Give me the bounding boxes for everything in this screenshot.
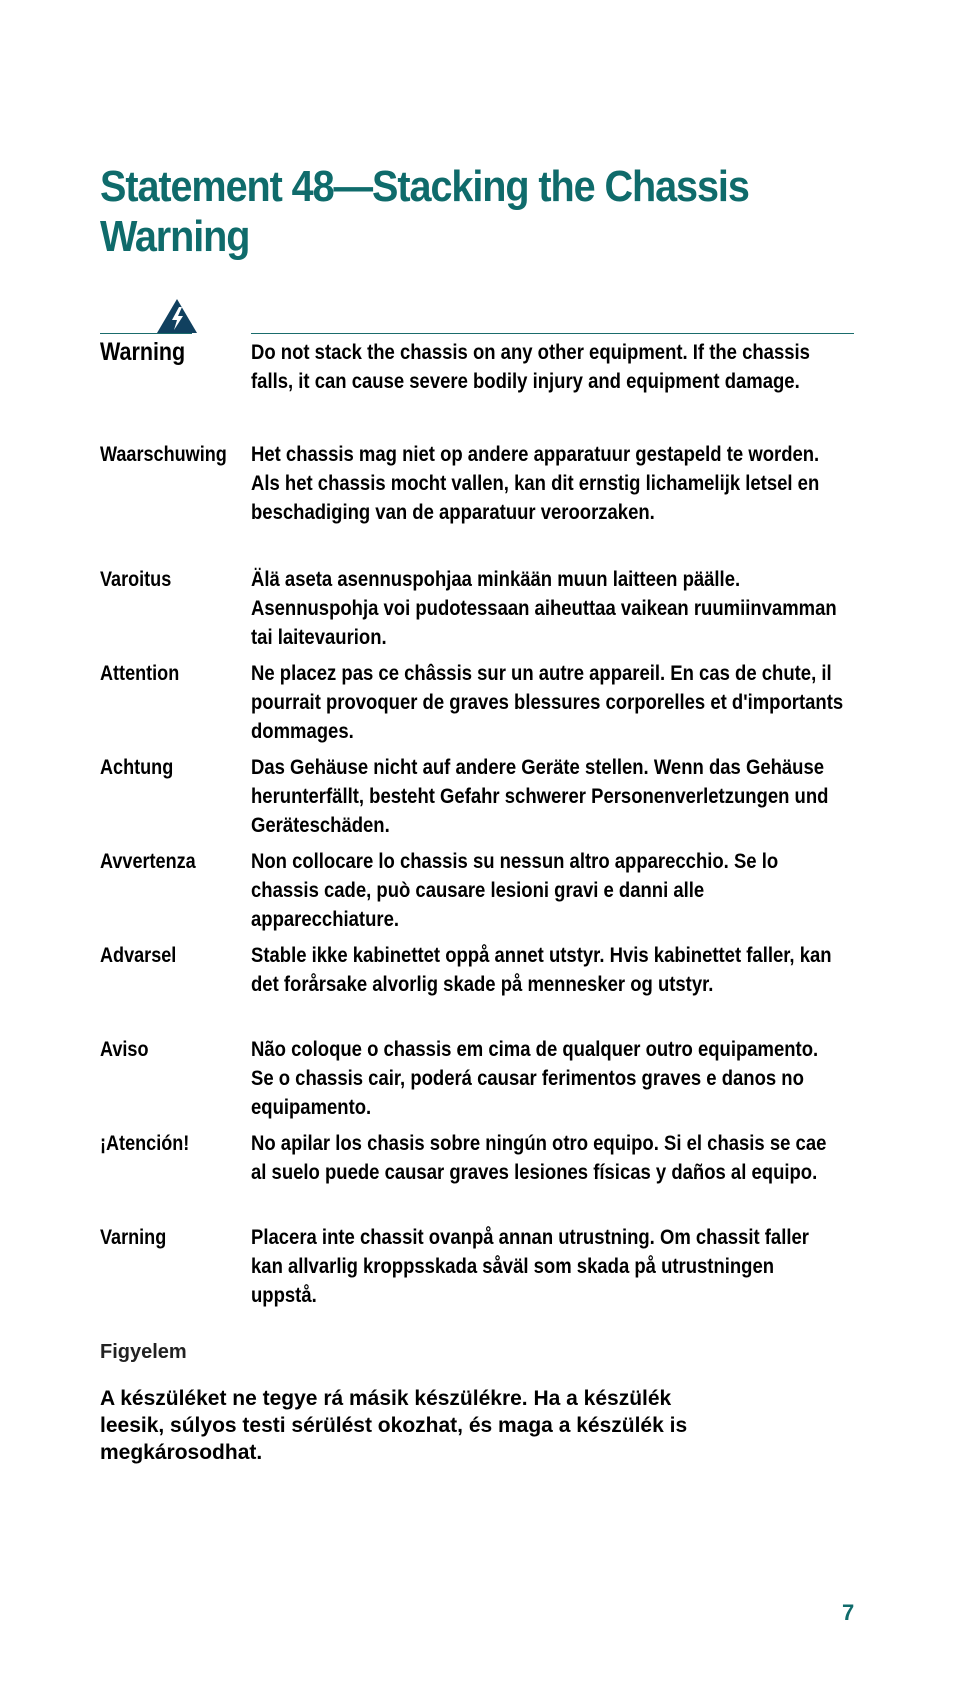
- entry-text: Non collocare lo chassis su nessun altro apparecchio. Se lo chassis cade, può causare lesioni gravi e danni alle apparecchiature.: [251, 849, 779, 931]
- entry-label: Aviso: [100, 1038, 149, 1061]
- hungarian-label: Figyelem: [100, 1341, 187, 1363]
- page-title: Statement 48—Stacking the Chassis Warning: [100, 162, 749, 261]
- entry-text: Älä aseta asennuspohjaa minkään muun laitteen päälle. Asennuspohja voi pudotessaan aiheuttaa vaikean ruumiinvamman tai laitevaurion.: [251, 567, 837, 649]
- entry-label: Varoitus: [100, 568, 172, 591]
- entry-text: Das Gehäuse nicht auf andere Geräte stellen. Wenn das Gehäuse herunterfällt, besteht Gefahr schwerer Personenverletzungen und Geräteschäden.: [251, 755, 829, 837]
- entry-text: Ne placez pas ce châssis sur un autre appareil. En cas de chute, il pourrait provoquer de graves blessures corporelles et d'importants dommages.: [251, 661, 844, 743]
- entry-text: No apilar los chasis sobre ningún otro equipo. Si el chasis se cae al suelo puede causar graves lesiones físicas y daños al equipo.: [251, 1131, 827, 1184]
- divider-right: [251, 333, 854, 334]
- divider-left: [100, 333, 192, 334]
- entry-text: Stable ikke kabinettet oppå annet utstyr. Hvis kabinettet faller, kan det forårsake alvorlig skade på mennesker og utstyr.: [251, 943, 832, 996]
- entry-label: Warning: [100, 338, 186, 366]
- entry-text: Do not stack the chassis on any other equipment. If the chassis falls, it can cause severe bodily injury and equipment damage.: [251, 340, 810, 393]
- page-number: 7: [842, 1600, 855, 1625]
- entry-label: ¡Atención!: [100, 1132, 190, 1155]
- hungarian-text: A készüléket ne tegye rá másik készülékre. Ha a készülék leesik, súlyos testi sérülést okozhat, és maga a készülék is megkárosodhat.: [100, 1387, 688, 1464]
- entry-label: Attention: [100, 662, 180, 685]
- entry-label: Advarsel: [100, 944, 177, 967]
- warning-triangle-lightning-icon: [156, 298, 198, 334]
- entry-text: Het chassis mag niet op andere apparatuur gestapeld te worden. Als het chassis mocht vallen, kan dit ernstig lichamelijk letsel en beschadiging van de apparatuur veroorzaken.: [251, 442, 820, 524]
- entry-text: Placera inte chassit ovanpå annan utrustning. Om chassit faller kan allvarlig kroppsskada såväl som skada på utrustningen uppstå.: [251, 1225, 809, 1307]
- entry-text: Não coloque o chassis em cima de qualquer outro equipamento. Se o chassis cair, poderá causar ferimentos graves e danos no equipamento.: [251, 1037, 819, 1119]
- entry-label: Varning: [100, 1226, 167, 1249]
- entry-label: Avvertenza: [100, 850, 196, 873]
- entry-label: Waarschuwing: [100, 443, 227, 466]
- entry-label: Achtung: [100, 756, 174, 779]
